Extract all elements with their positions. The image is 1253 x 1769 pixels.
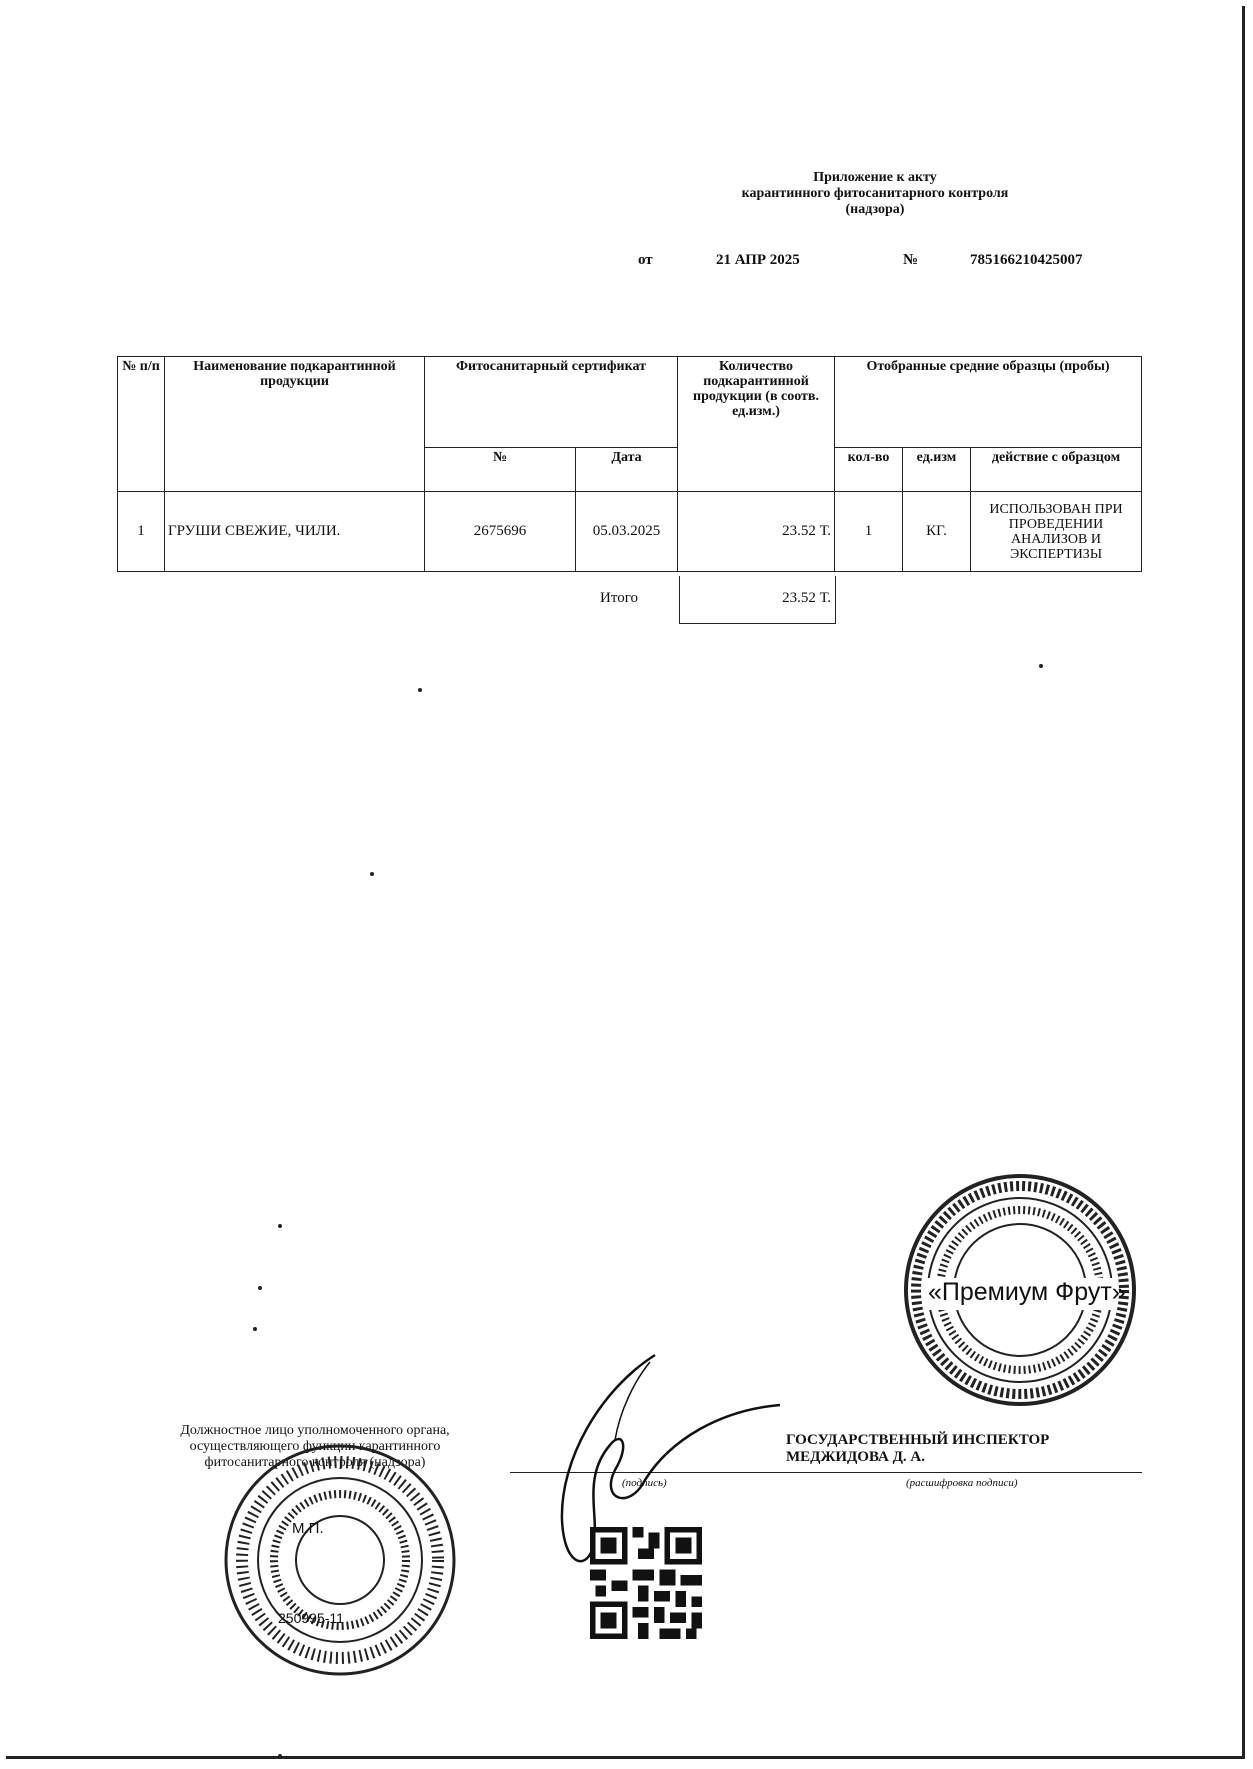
qr-code — [590, 1527, 702, 1639]
official-stamp — [220, 1440, 460, 1680]
row-sample-unit: КГ. — [903, 492, 971, 572]
official-stamp-number: 250995-11 — [278, 1610, 344, 1626]
company-stamp-name: «Премиум Фрут» — [928, 1278, 1126, 1306]
annex-header — [690, 170, 1060, 218]
header-cert-no: № — [425, 448, 576, 492]
annex-line-2: карантинного фитосанитарного контроля — [741, 186, 1009, 201]
header-quantity: Количество подкарантинной продукции (в соотв. ед.изм.) — [678, 357, 835, 492]
total-value: 23.52 Т. — [679, 576, 836, 624]
scan-speck — [278, 1224, 282, 1228]
header-sample-action: действие с образцом — [971, 448, 1142, 492]
header-sample-qty: кол-во — [835, 448, 903, 492]
annex-line-3: (надзора) — [845, 202, 905, 217]
header-samples: Отобранные средние образцы (пробы) — [835, 357, 1142, 448]
row-cert-no: 2675696 — [425, 492, 576, 572]
official-stamp-center: М.П. — [292, 1520, 324, 1537]
inspector-block — [786, 1432, 1049, 1466]
act-from-label: от — [638, 252, 653, 268]
act-date: 21 АПР 2025 — [716, 252, 800, 268]
company-stamp — [900, 1170, 1140, 1410]
scan-speck — [418, 688, 422, 692]
scan-speck — [258, 1286, 262, 1290]
act-number-label: № — [903, 252, 919, 268]
row-sample-action: ИСПОЛЬЗОВАН ПРИ ПРОВЕДЕНИИ АНАЛИЗОВ И ЭКСПЕРТИЗЫ — [971, 492, 1142, 572]
inspector-title: ГОСУДАРСТВЕННЫЙ ИНСПЕКТОР — [786, 1432, 1050, 1448]
header-name: Наименование подкарантинной продукции — [165, 357, 425, 492]
row-quantity: 23.52 Т. — [678, 492, 835, 572]
scan-speck — [278, 1754, 282, 1758]
quarantine-table — [117, 356, 1142, 572]
header-sample-unit: ед.изм — [903, 448, 971, 492]
name-caption: (расшифровка подписи) — [906, 1477, 1018, 1489]
official-label: Должностное лицо уполномоченного органа, осуществляющего функции карантинного фитосанитарного контроля (надзора) — [180, 1423, 450, 1470]
row-sample-qty: 1 — [835, 492, 903, 572]
scan-speck — [253, 1327, 257, 1331]
scan-speck — [370, 872, 374, 876]
row-num: 1 — [118, 492, 165, 572]
row-cert-date: 05.03.2025 — [576, 492, 678, 572]
table-row — [118, 492, 1142, 572]
header-certificate: Фитосанитарный сертификат — [425, 357, 678, 448]
inspector-name: МЕДЖИДОВА Д. А. — [786, 1449, 926, 1465]
row-name: ГРУШИ СВЕЖИЕ, ЧИЛИ. — [165, 492, 425, 572]
header-num: № п/п — [118, 357, 165, 492]
act-number: 785166210425007 — [970, 252, 1083, 268]
header-cert-date: Дата — [576, 448, 678, 492]
signature-caption: (подпись) — [622, 1477, 667, 1489]
annex-line-1: Приложение к акту — [813, 170, 937, 185]
total-label: Итого — [600, 590, 638, 606]
scan-speck — [1039, 664, 1043, 668]
